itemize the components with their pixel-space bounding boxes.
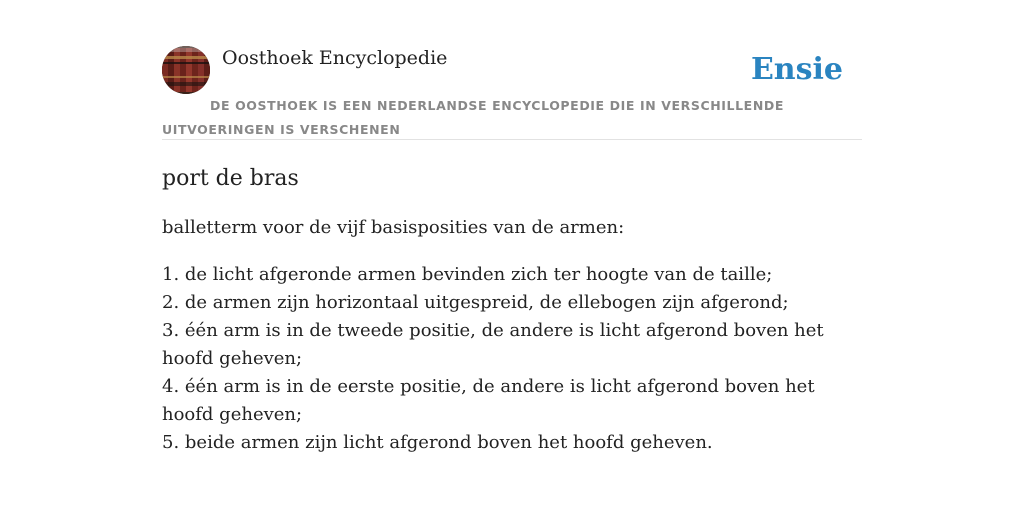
list-item: 2. de armen zijn horizontaal uitgespreid, de ellebogen zijn afgerond; — [162, 292, 789, 313]
list-item: 3. één arm is in de tweede positie, de andere is licht afgerond boven het hoofd geheven; — [162, 320, 824, 369]
entry-title: port de bras — [162, 166, 299, 191]
entry-content — [162, 162, 862, 457]
list-item: 1. de licht afgeronde armen bevinden zich ter hoogte van de taille; — [162, 264, 773, 285]
source-avatar[interactable] — [162, 46, 210, 94]
encyclopedia-books-icon — [162, 46, 210, 94]
brand-logo[interactable]: Ensie — [750, 52, 843, 87]
source-description: DE OOSTHOEK IS EEN NEDERLANDSE ENCYCLOPEDIE DIE IN VERSCHILLENDE UITVOERINGEN IS VERSCHENEN — [162, 98, 784, 137]
list-item: 4. één arm is in de eerste positie, de andere is licht afgerond boven het hoofd geheven; — [162, 376, 815, 425]
position-list — [162, 261, 862, 457]
list-item: 5. beide armen zijn licht afgerond boven het hoofd geheven. — [162, 432, 713, 453]
header — [162, 46, 862, 140]
entry-definition: balletterm voor de vijf basisposities van de armen: — [162, 217, 625, 238]
source-title[interactable]: Oosthoek Encyclopedie — [222, 47, 448, 69]
